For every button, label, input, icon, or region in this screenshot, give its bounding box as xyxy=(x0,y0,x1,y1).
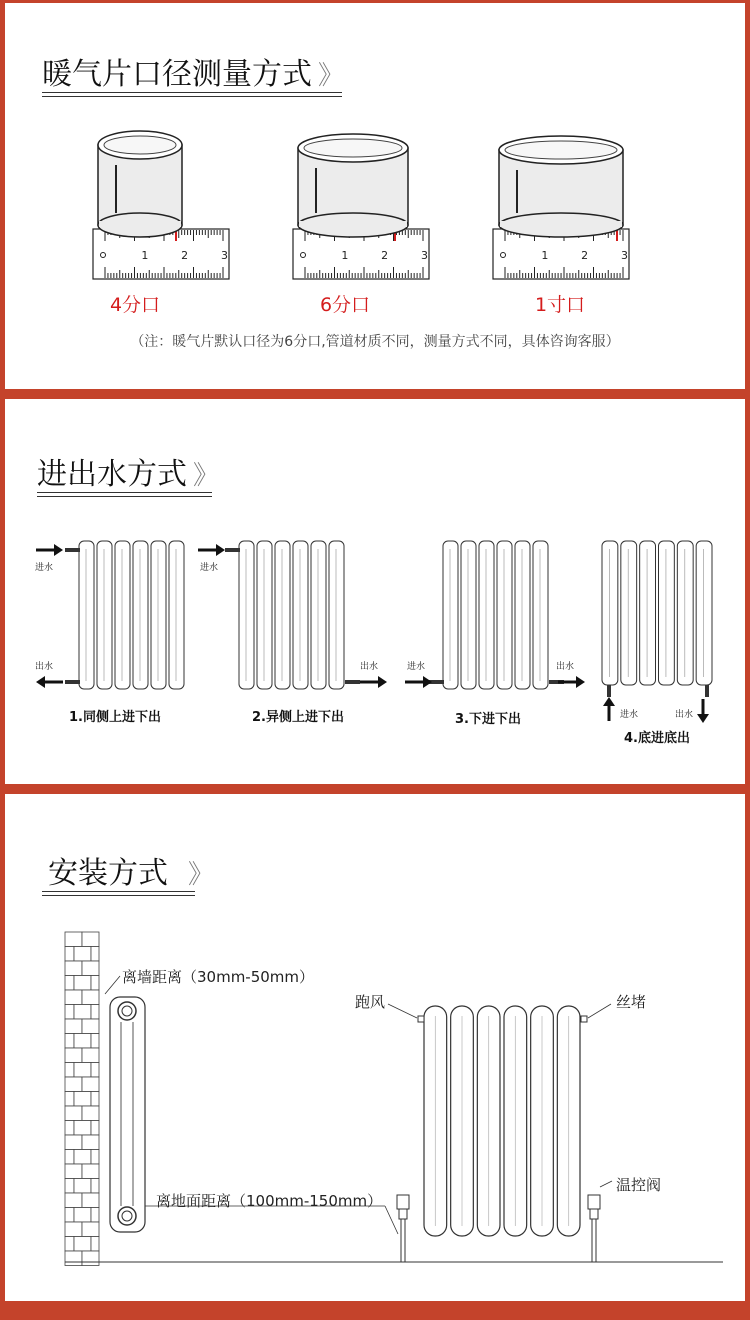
radiator-column xyxy=(275,541,290,689)
pipe-diameter-section xyxy=(5,3,745,389)
valve-label: 温控阀 xyxy=(616,1176,662,1194)
ruler-number: 2 xyxy=(581,249,589,262)
leader-line xyxy=(105,976,120,994)
valve-body xyxy=(590,1209,598,1219)
plug-label: 丝堵 xyxy=(616,993,647,1011)
floor-distance-label: 离地面距离（100mm-150mm） xyxy=(156,1192,383,1210)
flow-caption-4: 4.底进底出 xyxy=(624,731,690,746)
brick xyxy=(74,1208,91,1223)
side-port xyxy=(122,1006,132,1016)
water-flow-section xyxy=(5,399,745,784)
size-label-6fen: 6分口 xyxy=(319,294,371,316)
outlet-label: 出水 xyxy=(360,662,379,672)
radiator-column xyxy=(257,541,272,689)
pipe-figure xyxy=(493,136,629,279)
pipe-fill xyxy=(299,221,407,227)
leader-line xyxy=(388,1004,417,1018)
brick xyxy=(65,1193,82,1208)
brick xyxy=(91,947,99,962)
brick xyxy=(65,1019,82,1034)
radiator-column xyxy=(696,541,712,685)
brick xyxy=(65,947,74,962)
ruler-number: 1 xyxy=(341,249,349,262)
brick xyxy=(82,1251,99,1266)
brick xyxy=(82,1164,99,1179)
brick-wall xyxy=(65,932,99,1266)
brick xyxy=(65,1092,74,1107)
brick xyxy=(65,1005,74,1020)
pipe-fill xyxy=(500,221,622,227)
radiator-column xyxy=(659,541,675,685)
brick xyxy=(82,1106,99,1121)
inlet-label: 进水 xyxy=(620,710,639,720)
inlet-label: 进水 xyxy=(200,563,219,573)
radiator-column xyxy=(293,541,308,689)
pipe-figure xyxy=(293,134,429,279)
radiator-column xyxy=(602,541,618,685)
pipe-opening xyxy=(505,141,617,159)
radiator-column xyxy=(677,541,693,685)
arrow-head xyxy=(378,676,387,688)
brick xyxy=(65,1048,82,1063)
brick xyxy=(74,976,91,991)
radiator-column xyxy=(640,541,656,685)
brick xyxy=(74,1179,91,1194)
plug xyxy=(581,1016,587,1022)
radiator-side xyxy=(110,997,145,1232)
thermostatic-valve xyxy=(588,1195,600,1209)
radiator-column xyxy=(461,541,476,689)
brick xyxy=(91,1121,99,1136)
installation-diagram xyxy=(5,794,745,1301)
brick xyxy=(65,1063,74,1078)
radiator-column xyxy=(239,541,254,689)
brick xyxy=(74,1005,91,1020)
chevron-icon: 》 xyxy=(188,860,215,890)
brick xyxy=(74,1034,91,1049)
brick xyxy=(91,1063,99,1078)
size-label-1cun: 1寸口 xyxy=(534,294,586,316)
arrow-head xyxy=(697,714,709,723)
brick xyxy=(65,1164,82,1179)
chevron-icon: 》 xyxy=(318,61,345,91)
air-vent xyxy=(418,1016,424,1022)
brick xyxy=(65,976,74,991)
brick xyxy=(74,1121,91,1136)
brick xyxy=(65,1237,74,1252)
flow-diagram-2 xyxy=(198,541,387,689)
pipe-opening xyxy=(304,139,402,157)
pipe-opening xyxy=(104,136,176,154)
chevron-icon: 》 xyxy=(193,461,220,491)
brick xyxy=(91,1034,99,1049)
brick xyxy=(82,1048,99,1063)
radiator-column xyxy=(115,541,130,689)
flow-diagram-4 xyxy=(602,541,712,723)
arrow-head xyxy=(216,544,225,556)
brick xyxy=(65,1077,82,1092)
radiator-column xyxy=(533,541,548,689)
brick xyxy=(65,1208,74,1223)
side-radiator xyxy=(110,997,145,1232)
radiator-column xyxy=(311,541,326,689)
radiator-column xyxy=(97,541,112,689)
brick xyxy=(65,1106,82,1121)
brick xyxy=(65,1150,74,1165)
front-radiator xyxy=(397,1006,600,1262)
pipe-figure xyxy=(93,131,229,279)
pipe-fill xyxy=(99,221,181,227)
arrow-head xyxy=(36,676,45,688)
brick xyxy=(65,961,82,976)
flow-diagram-1 xyxy=(36,541,184,689)
ruler-number: 1 xyxy=(541,249,549,262)
flow-caption-2: 2.异侧上进下出 xyxy=(252,710,344,725)
brick xyxy=(65,1222,82,1237)
ruler-number: 3 xyxy=(420,249,428,262)
brick xyxy=(91,1237,99,1252)
radiator-column xyxy=(329,541,344,689)
brick xyxy=(82,1077,99,1092)
section-title: 进出水方式 》 xyxy=(37,457,220,492)
brick xyxy=(91,1005,99,1020)
brick xyxy=(74,1150,91,1165)
flow-caption-1: 1.同侧上进下出 xyxy=(69,710,161,725)
ruler-number: 2 xyxy=(381,249,389,262)
thermostatic-valve xyxy=(397,1195,409,1209)
brick xyxy=(65,990,82,1005)
brick xyxy=(91,1208,99,1223)
outlet-label: 出水 xyxy=(675,710,694,720)
brick xyxy=(82,1193,99,1208)
outlet-label: 出水 xyxy=(556,662,575,672)
brick xyxy=(65,1135,82,1150)
installation-section xyxy=(5,794,745,1301)
inlet-label: 进水 xyxy=(407,662,426,672)
side-port xyxy=(122,1211,132,1221)
brick xyxy=(82,1019,99,1034)
brick xyxy=(74,1092,91,1107)
leader-line xyxy=(385,1206,398,1234)
arrow-head xyxy=(603,697,615,706)
brick xyxy=(65,1034,74,1049)
radiator-column xyxy=(169,541,184,689)
radiator-column xyxy=(497,541,512,689)
pipe-measure-illustration xyxy=(5,3,745,333)
radiator-column xyxy=(151,541,166,689)
brick xyxy=(91,976,99,991)
ruler-number: 1 xyxy=(141,249,149,262)
ruler-number: 2 xyxy=(181,249,189,262)
radiator-column xyxy=(479,541,494,689)
section-title: 安装方式 》 xyxy=(48,856,215,891)
brick xyxy=(65,1121,74,1136)
inlet-label: 进水 xyxy=(35,563,54,573)
size-label-4fen: 4分口 xyxy=(109,294,161,316)
brick xyxy=(65,1251,82,1266)
radiator-column xyxy=(515,541,530,689)
brick xyxy=(91,1150,99,1165)
brick xyxy=(82,990,99,1005)
outlet-label: 出水 xyxy=(35,662,54,672)
diameter-note: （注：暖气片默认口径为6分口,管道材质不同，测量方式不同，具体咨询客服） xyxy=(130,334,620,350)
brick xyxy=(74,947,91,962)
section-title: 暖气片口径测量方式 》 xyxy=(42,57,345,92)
brick xyxy=(91,1179,99,1194)
brick xyxy=(74,1063,91,1078)
brick xyxy=(74,1237,91,1252)
arrow-head xyxy=(54,544,63,556)
brick xyxy=(82,1135,99,1150)
brick xyxy=(65,932,82,947)
radiator-column xyxy=(79,541,94,689)
arrow-head xyxy=(576,676,585,688)
vent-label: 跑风 xyxy=(355,993,386,1011)
brick xyxy=(82,932,99,947)
brick xyxy=(91,1092,99,1107)
ruler-number: 3 xyxy=(220,249,228,262)
radiator-column xyxy=(621,541,637,685)
radiator-column xyxy=(443,541,458,689)
radiator-column xyxy=(133,541,148,689)
leader-line xyxy=(600,1181,612,1187)
brick xyxy=(82,961,99,976)
wall-distance-label: 离墙距离（30mm-50mm） xyxy=(122,968,315,986)
arrow-head xyxy=(423,676,432,688)
brick xyxy=(65,1179,74,1194)
flow-caption-3: 3.下进下出 xyxy=(455,712,521,727)
brick xyxy=(82,1222,99,1237)
ruler-number: 3 xyxy=(620,249,628,262)
leader-line xyxy=(588,1004,611,1018)
valve-body xyxy=(399,1209,407,1219)
